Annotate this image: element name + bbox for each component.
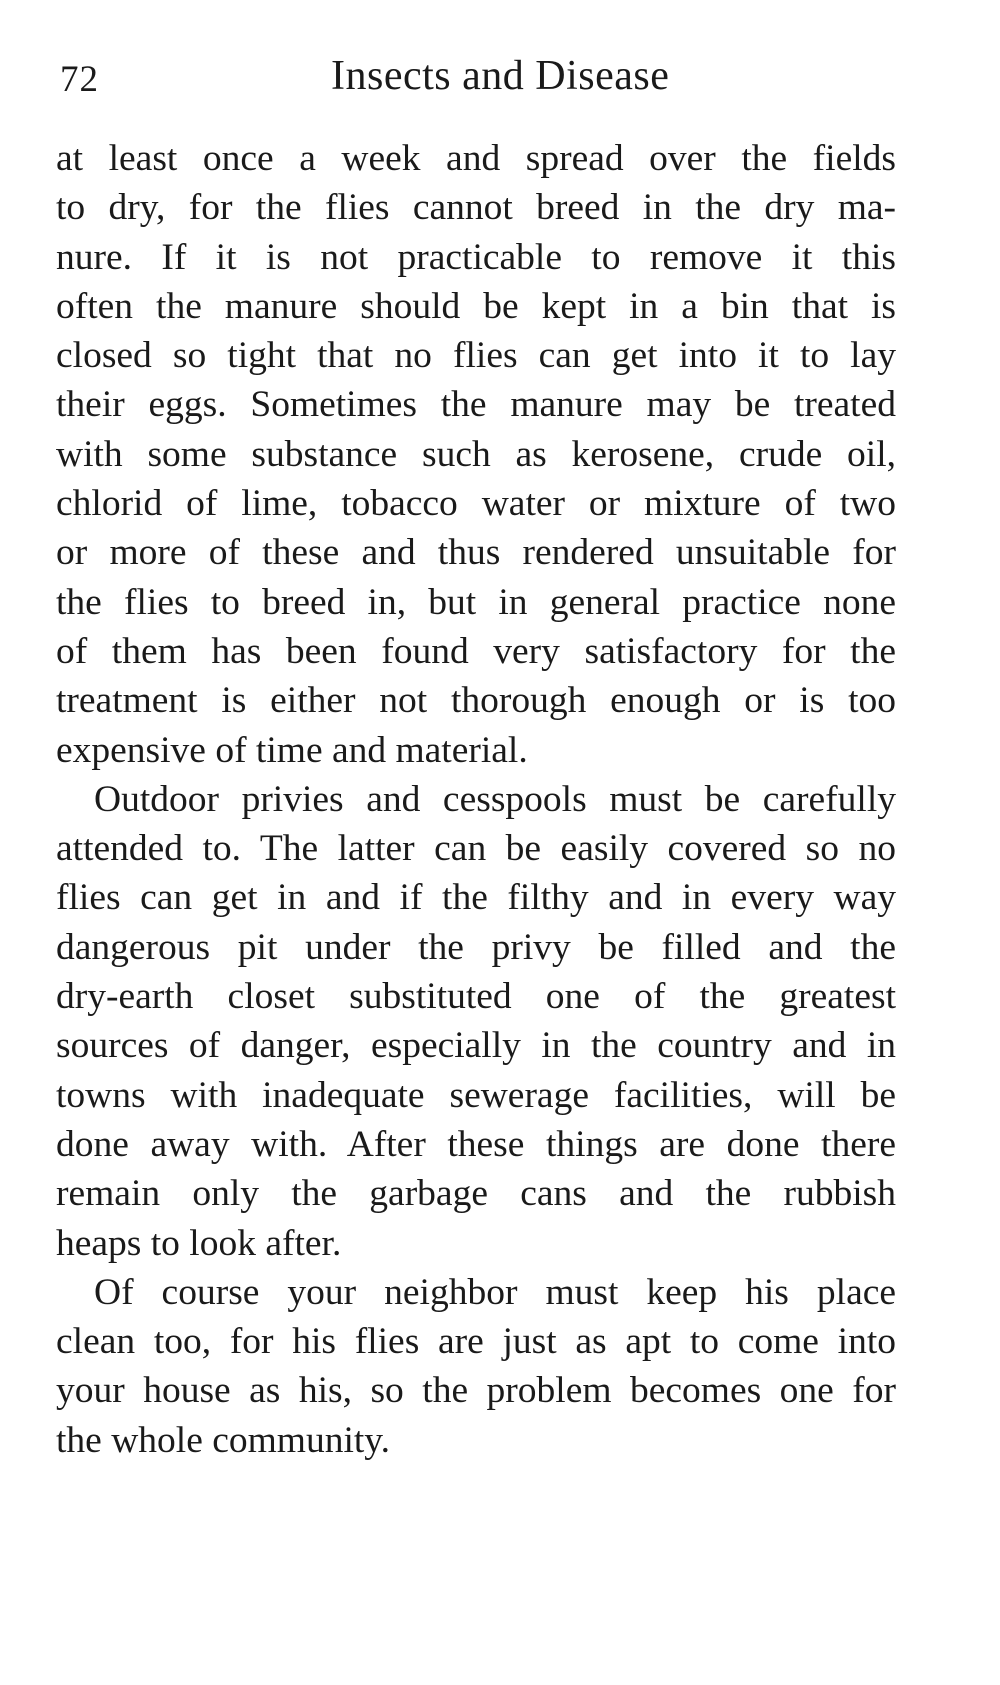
text-line: dangerous pit under the privy be filled and the xyxy=(56,926,896,968)
text-line: often the manure should be kept in a bin that is xyxy=(56,285,896,327)
text-line: your house as his, so the problem becomes one for xyxy=(56,1370,896,1412)
paragraph-2 xyxy=(56,775,896,1268)
text-line: or more of these and thus rendered unsuitable for xyxy=(56,532,896,574)
text-line: expensive of time and material. xyxy=(56,729,528,771)
text-line: to dry, for the flies cannot breed in the dry ma- xyxy=(56,187,896,229)
text-line: dry-earth closet substituted one of the greatest xyxy=(56,976,896,1018)
text-line: attended to. The latter can be easily covered so no xyxy=(56,828,896,870)
text-line: done away with. After these things are done there xyxy=(56,1123,896,1165)
text-line: clean too, for his flies are just as apt to come into xyxy=(56,1321,896,1363)
text-line: of them has been found very satisfactory for the xyxy=(56,630,896,672)
text-line: at least once a week and spread over the fields xyxy=(56,138,896,179)
text-line: Of course your neighbor must keep his place xyxy=(94,1271,896,1313)
page-number: 72 xyxy=(60,59,99,100)
text-line: the flies to breed in, but in general practice none xyxy=(56,581,896,623)
text-line: the whole community. xyxy=(56,1419,390,1461)
text-line: closed so tight that no flies can get into it to lay xyxy=(56,335,896,377)
text-line: treatment is either not thorough enough or is too xyxy=(56,680,896,722)
paragraph-1 xyxy=(56,134,896,775)
text-line: with some substance such as kerosene, crude oil, xyxy=(56,433,896,475)
text-line: heaps to look after. xyxy=(56,1222,342,1264)
text-line: Outdoor privies and cesspools must be carefully xyxy=(94,778,896,820)
running-title: Insects and Disease xyxy=(331,53,670,99)
text-line: nure. If it is not practicable to remove it this xyxy=(56,236,896,278)
text-line: flies can get in and if the filthy and in every way xyxy=(56,877,896,919)
text-line: chlorid of lime, tobacco water or mixture of two xyxy=(56,483,896,525)
text-line: their eggs. Sometimes the manure may be treated xyxy=(56,384,896,426)
text-line: remain only the garbage cans and the rubbish xyxy=(56,1173,896,1215)
text-line: towns with inadequate sewerage facilities, will be xyxy=(56,1074,896,1116)
running-head xyxy=(0,52,1000,102)
paragraph-3 xyxy=(56,1268,896,1465)
text-line: sources of danger, especially in the country and in xyxy=(56,1025,896,1067)
body-text xyxy=(56,134,896,1465)
